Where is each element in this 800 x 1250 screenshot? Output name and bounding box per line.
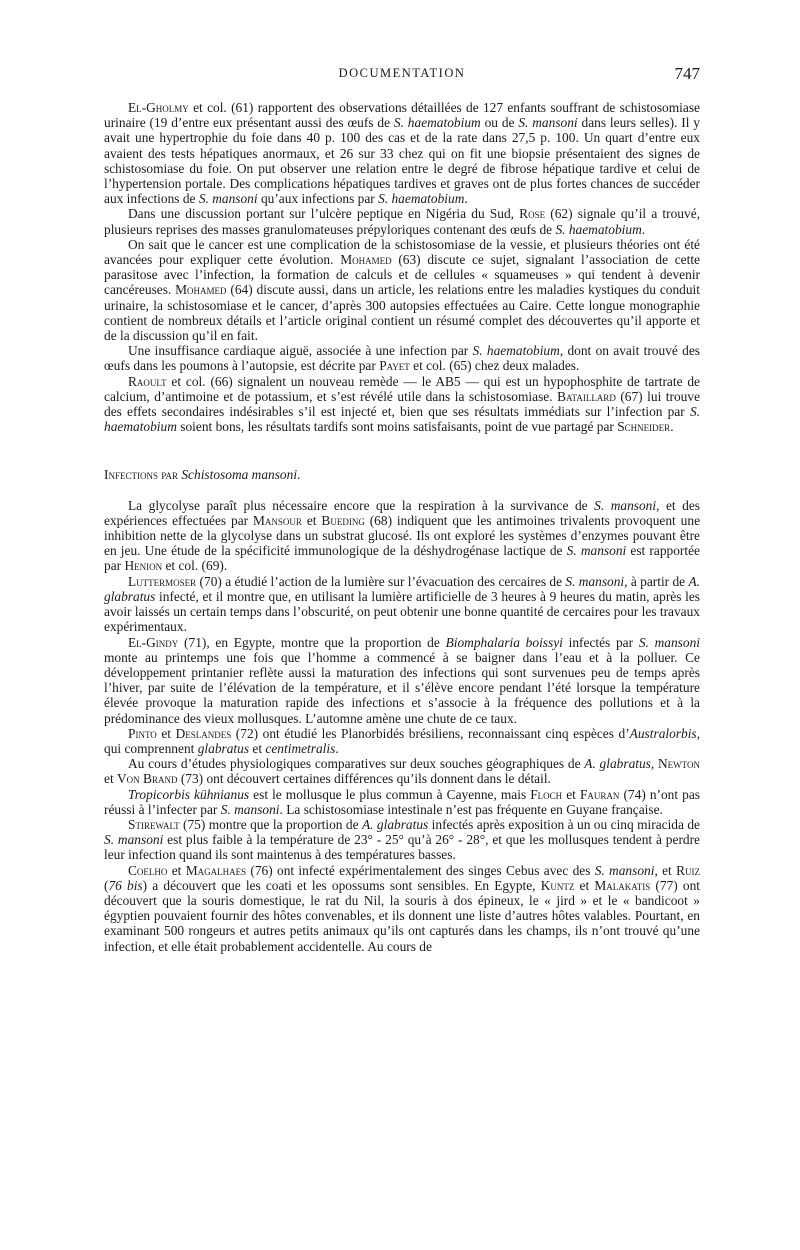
body-text xyxy=(104,100,700,954)
author-name: Floch xyxy=(530,786,563,802)
text-run: et xyxy=(167,862,186,878)
species-name: Tropicorbis kühnianus xyxy=(128,786,250,802)
text-run: et col. (69). xyxy=(162,558,228,574)
author-name: Magalhaes xyxy=(185,862,247,878)
paragraph xyxy=(104,726,700,756)
text-run: dans leurs selles). Il y avait une hypertrophie du foie dans 40 p. 100 des cas et de la rate dans 27,5 p. 100. Un quart d’entre eux avaient des tests hépatiques anormaux, et 26 sur 33 chez qui on fit une biopsie présentaient des signes de schistosomiase du foie. On put observer une relation entre le degré de fibrose hépatique tardive et celui de l’hypertension portale. Des complications hépatiques tardives et graves ont de plus fortes chances de succéder aux infections de xyxy=(104,115,700,207)
text-run: et col. (61) rapportent des observations détaillées de 127 enfants souffrant de schistosomiase urinaire (19 d’entre eux présentant aussi des œufs de xyxy=(104,100,700,131)
text-run: . xyxy=(464,191,468,207)
author-name: Ruiz xyxy=(676,862,700,878)
text-run: (72) ont étudié les Planorbidés brésiliens, reconnaissant cinq espèces d’ xyxy=(231,725,630,741)
species-name: centimetralis xyxy=(265,740,336,756)
text-run: Au cours d’études physiologiques comparatives sur deux souches géographiques de xyxy=(128,756,585,772)
text-run: et col. (66) signalent un nouveau remède — le AB5 — qui est un hypophosphite de tartrate de calcium, d’antimoine et de potassium, et s’est révélé utile dans la schistosomiase. xyxy=(104,373,700,404)
species-name: Australorbis xyxy=(629,725,697,741)
paragraph xyxy=(104,498,700,574)
species-name: S. mansoni xyxy=(565,573,625,589)
text-run: . xyxy=(297,467,301,483)
author-name: Coelho xyxy=(128,862,168,878)
author-name: Rose xyxy=(519,206,546,222)
paragraph xyxy=(104,756,700,786)
text-run: et col. (65) chez deux malades. xyxy=(409,358,580,374)
text-run: est le mollusque le plus commun à Cayenne, mais xyxy=(249,786,531,802)
species-name: S. haematobium xyxy=(393,115,481,131)
author-name: Henion xyxy=(124,558,163,574)
author-name: El-Gholmy xyxy=(128,100,189,115)
species-name: S. haematobium xyxy=(104,404,700,435)
text-run: (68) indiquent que les antimoines trivalents provoquent une inhibition nette de la glycolyse dans un substrat glucosé. Ils ont exploré les systèmes d’enzymes pouvant être en jeu. Une étude de la spécificité immunologique de la déshydrogénase lactique de xyxy=(104,512,701,559)
author-name: Raoult xyxy=(128,373,167,389)
author-name: Newton xyxy=(658,756,700,772)
text-run: . xyxy=(670,419,674,435)
author-name: Von Brand xyxy=(117,771,178,787)
author-name: Bataillard xyxy=(557,388,616,404)
text-run: (73) ont découvert certaines différences qu’ils donnent dans le détail. xyxy=(177,771,551,787)
text-run: , xyxy=(650,756,658,772)
paragraph xyxy=(104,237,700,343)
species-name: A. glabratus xyxy=(584,756,651,772)
text-run: est rapportée par xyxy=(104,543,700,574)
text-run: infectés après exposition à un ou cinq miracida de xyxy=(428,816,700,832)
reference-label: 76 bis xyxy=(108,877,143,893)
text-run: qu’aux infections par xyxy=(257,191,379,207)
text-run: (63) discute ce sujet, signalant l’association de cette parasitose avec l’infection, la formation de calculs et de cellules « squameuses » qui tendent à devenir cancéreuses. xyxy=(104,252,701,298)
text-run: ( xyxy=(104,877,109,893)
species-name: glabratus xyxy=(197,740,250,756)
paragraph xyxy=(104,100,700,206)
text-run: Dans une discussion portant sur l’ulcère peptique en Nigéria du Sud, xyxy=(128,206,520,222)
species-name: S. mansoni xyxy=(638,634,700,650)
text-run: (71), en Egypte, montre que la proportion de xyxy=(178,634,446,650)
species-name: Biomphalaria boissyi xyxy=(445,634,563,650)
text-run: , dont on avait trouvé des œufs dans les poumons à l’autopsie, est décrite par xyxy=(104,343,700,374)
author-name: Kuntz xyxy=(540,877,575,893)
text-run: , qui comprennent xyxy=(104,725,700,756)
text-run: infectés par xyxy=(562,634,639,650)
text-run: , à partir de xyxy=(624,573,689,589)
text-run: et xyxy=(249,740,266,756)
text-run: . xyxy=(641,221,646,237)
text-run: ou de xyxy=(480,115,519,131)
species-name: S. mansoni xyxy=(198,191,258,207)
section-heading-species: Schistosoma mansoni xyxy=(181,467,298,483)
author-name: Luttermoser xyxy=(128,573,197,589)
page-number: 747 xyxy=(674,64,700,83)
species-name: A. glabratus xyxy=(361,816,429,832)
species-name: S. mansoni xyxy=(104,832,164,848)
author-name: Mansour xyxy=(253,512,302,528)
author-name: Payet xyxy=(379,358,410,374)
paragraph xyxy=(104,635,700,726)
text-run: (76) ont infecté expérimentalement des singes Cebus avec des xyxy=(246,862,595,878)
text-run: est plus faible à la température de 23° - 25° qu’à 26° - 28°, et que les mollusques tendent à perdre leur infection quand ils sont maintenus à des températures basses. xyxy=(104,832,700,863)
text-run: La glycolyse paraît plus nécessaire encore que la respiration à la survivance de xyxy=(128,497,595,513)
text-run: . xyxy=(335,740,339,756)
text-run: , et xyxy=(654,862,677,878)
species-name: S. mansoni xyxy=(518,115,578,131)
species-name: S. haematobium xyxy=(378,191,465,207)
author-name: Mohamed xyxy=(175,282,227,298)
text-run: monte au printemps une fois que l’homme a commencé à se baigner dans l’eau et à la polluer. Ce développement printanier reflète aussi la maturation des infections qui sont survenues peu de temps après l’hiver, par suite de l’élévation de la température, et il s’élève encore pendant l’été lorsque la température élevée provoque la maturation rapide des infections et s’associe à la fréquence des pollutions et à la prédominance des vieux mollusques. L’automne amène une chute de ce taux. xyxy=(104,649,700,726)
paragraph xyxy=(104,787,700,817)
paragraph xyxy=(104,574,700,635)
text-run: (70) a étudié l’action de la lumière sur l’évacuation des cercaires de xyxy=(196,573,566,589)
species-name: S. mansoni xyxy=(594,497,657,513)
text-run: (77) ont découvert que la souris domestique, le rat du Nil, la souris à dos épineux, le « jird » et le « bandicoot » égyptien pouvaient fournir des hôtes convenables, et ils donnent une liste d’autres hôtes valables. Pourtant, en examinant 500 rongeurs et autres petits animaux qu’ils ont capturés dans les champs, ils n’ont trouvé qu’une infection, et elle était probablement accidentelle. Au cours de xyxy=(104,877,700,954)
text-run: infecté, et il montre que, en utilisant la lumière artificielle de 3 heures à 9 heures du matin, après les avoir laissés un certain temps dans l’obscurité, on peut obtenir une bonne quantité de cercaires pour les travaux expérimentaux. xyxy=(104,588,700,635)
text-run: (75) montre que la proportion de xyxy=(179,816,362,832)
text-run: . La schistosomiase intestinale n’est pas fréquente en Guyane française. xyxy=(279,801,663,817)
author-name: Schneider xyxy=(617,419,671,435)
section-heading-text: Infections par xyxy=(104,467,178,483)
author-name: Malakatis xyxy=(594,877,651,893)
author-name: Bueding xyxy=(321,512,365,528)
text-run: (62) signale qu’il a trouvé, plusieurs reprises des masses granulomateuses prépyloriques contenant des œufs de xyxy=(104,206,700,237)
author-name: Mohamed xyxy=(340,252,392,268)
author-name: Stirewalt xyxy=(128,816,180,832)
text-run: (74) n’ont pas réussi à l’infecter par xyxy=(104,786,701,817)
author-name: El-Gindy xyxy=(128,634,179,650)
text-run: ) a découvert que les coati et les opossums sont sensibles. En Egypte, xyxy=(142,877,541,893)
text-run: et xyxy=(104,771,118,787)
species-name: S. mansoni xyxy=(594,862,655,878)
species-name: S. mansoni xyxy=(220,801,280,817)
author-name: Pinto xyxy=(128,725,157,741)
text-run: (64) discute aussi, dans un article, les relations entre les maladies kystiques du conduit urinaire, la schistosomiase et le cancer, d’après 300 autopsies effectuées au Caire. Cette longue monographie contient de nombreux détails et l’article original contient un résumé complet des découvertes qu’il apporte et de la discussion qu’il en fait. xyxy=(104,282,700,344)
text-run: et xyxy=(562,786,580,802)
text-run: et xyxy=(574,877,595,893)
paragraph xyxy=(104,343,700,373)
page-header xyxy=(104,64,700,86)
species-name: S. haematobium xyxy=(472,343,560,359)
species-name: A. glabratus xyxy=(104,573,701,604)
species-name: S. mansoni xyxy=(566,543,627,559)
author-name: Deslandes xyxy=(175,725,232,741)
species-name: S. haematobium xyxy=(555,221,642,237)
paragraph xyxy=(104,817,700,863)
paragraph xyxy=(104,206,700,236)
text-run: On sait que le cancer est une complication de la schistosomiase de la vessie, et plusieurs théories ont été avancées pour expliquer cette évolution. xyxy=(104,236,700,268)
text-run: (67) lui trouve des effets secondaires indésirables s’il est injecté et, bien que ses résultats immédiats sur l’infection par xyxy=(104,388,701,420)
author-name: Fauran xyxy=(579,786,620,802)
text-run: et xyxy=(301,512,322,528)
text-run: et xyxy=(156,725,176,741)
text-run: Une insuffisance cardiaque aiguë, associée à une infection par xyxy=(128,343,473,359)
paragraph xyxy=(104,374,700,435)
text-run: soient bons, les résultats tardifs sont moins satisfaisants, point de vue partagé par xyxy=(176,419,618,435)
section-heading xyxy=(104,467,700,482)
paragraph xyxy=(104,863,700,954)
running-title: DOCUMENTATION xyxy=(338,66,466,80)
text-run: , et des expériences effectuées par xyxy=(104,497,700,528)
